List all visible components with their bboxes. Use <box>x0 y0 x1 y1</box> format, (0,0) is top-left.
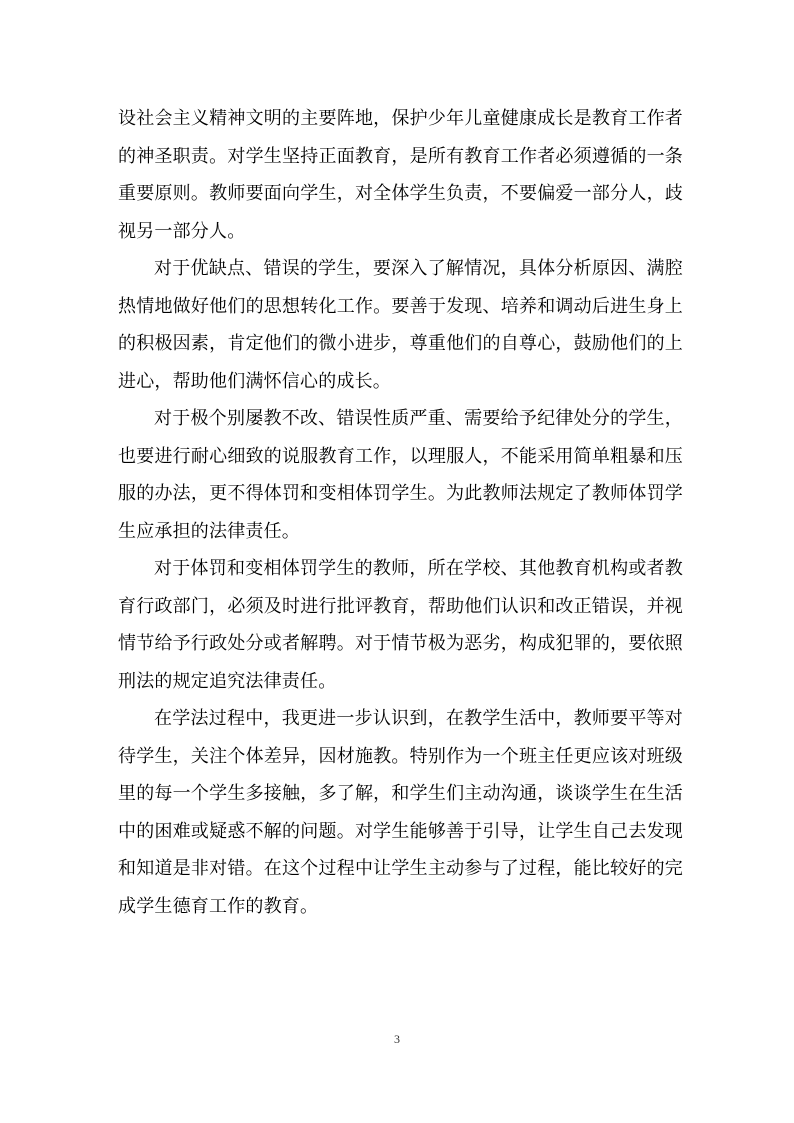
paragraph-4: 对于体罚和变相体罚学生的教师，所在学校、其他教育机构或者教育行政部门，必须及时进行批评教育，帮助他们认识和改正错误，并视情节给予行政处分或者解聘。对于情节极为恶劣，构成犯罪的，要依照刑法的规定追究法律责任。 <box>118 558 683 692</box>
document-body <box>118 100 683 925</box>
page-number: 3 <box>394 1032 400 1046</box>
paragraph-1: 设社会主义精神文明的主要阵地，保护少年儿童健康成长是教育工作者的神圣职责。对学生坚持正面教育，是所有教育工作者必须遵循的一条重要原则。教师要面向学生，对全体学生负责，不要偏爱一部分人，歧视另一部分人。 <box>118 108 683 242</box>
paragraph-5: 在学法过程中，我更进一步认识到，在教学生活中，教师要平等对待学生，关注个体差异，因材施教。特别作为一个班主任更应该对班级里的每一个学生多接触，多了解，和学生们主动沟通，谈谈学生在生活中的困难或疑惑不解的问题。对学生能够善于引导，让学生自己去发现和知道是非对错。在这个过程中让学生主动参与了过程，能比较好的完成学生德育工作的教育。 <box>118 708 683 917</box>
paragraph-3: 对于极个别屡教不改、错误性质严重、需要给予纪律处分的学生，也要进行耐心细致的说服教育工作，以理服人，不能采用简单粗暴和压服的办法，更不得体罚和变相体罚学生。为此教师法规定了教师体罚学生应承担的法律责任。 <box>118 408 683 542</box>
paragraph-2: 对于优缺点、错误的学生，要深入了解情况，具体分析原因、满腔热情地做好他们的思想转化工作。要善于发现、培养和调动后进生身上的积极因素，肯定他们的微小进步，尊重他们的自尊心，鼓励他们的上进心，帮助他们满怀信心的成长。 <box>118 258 683 392</box>
